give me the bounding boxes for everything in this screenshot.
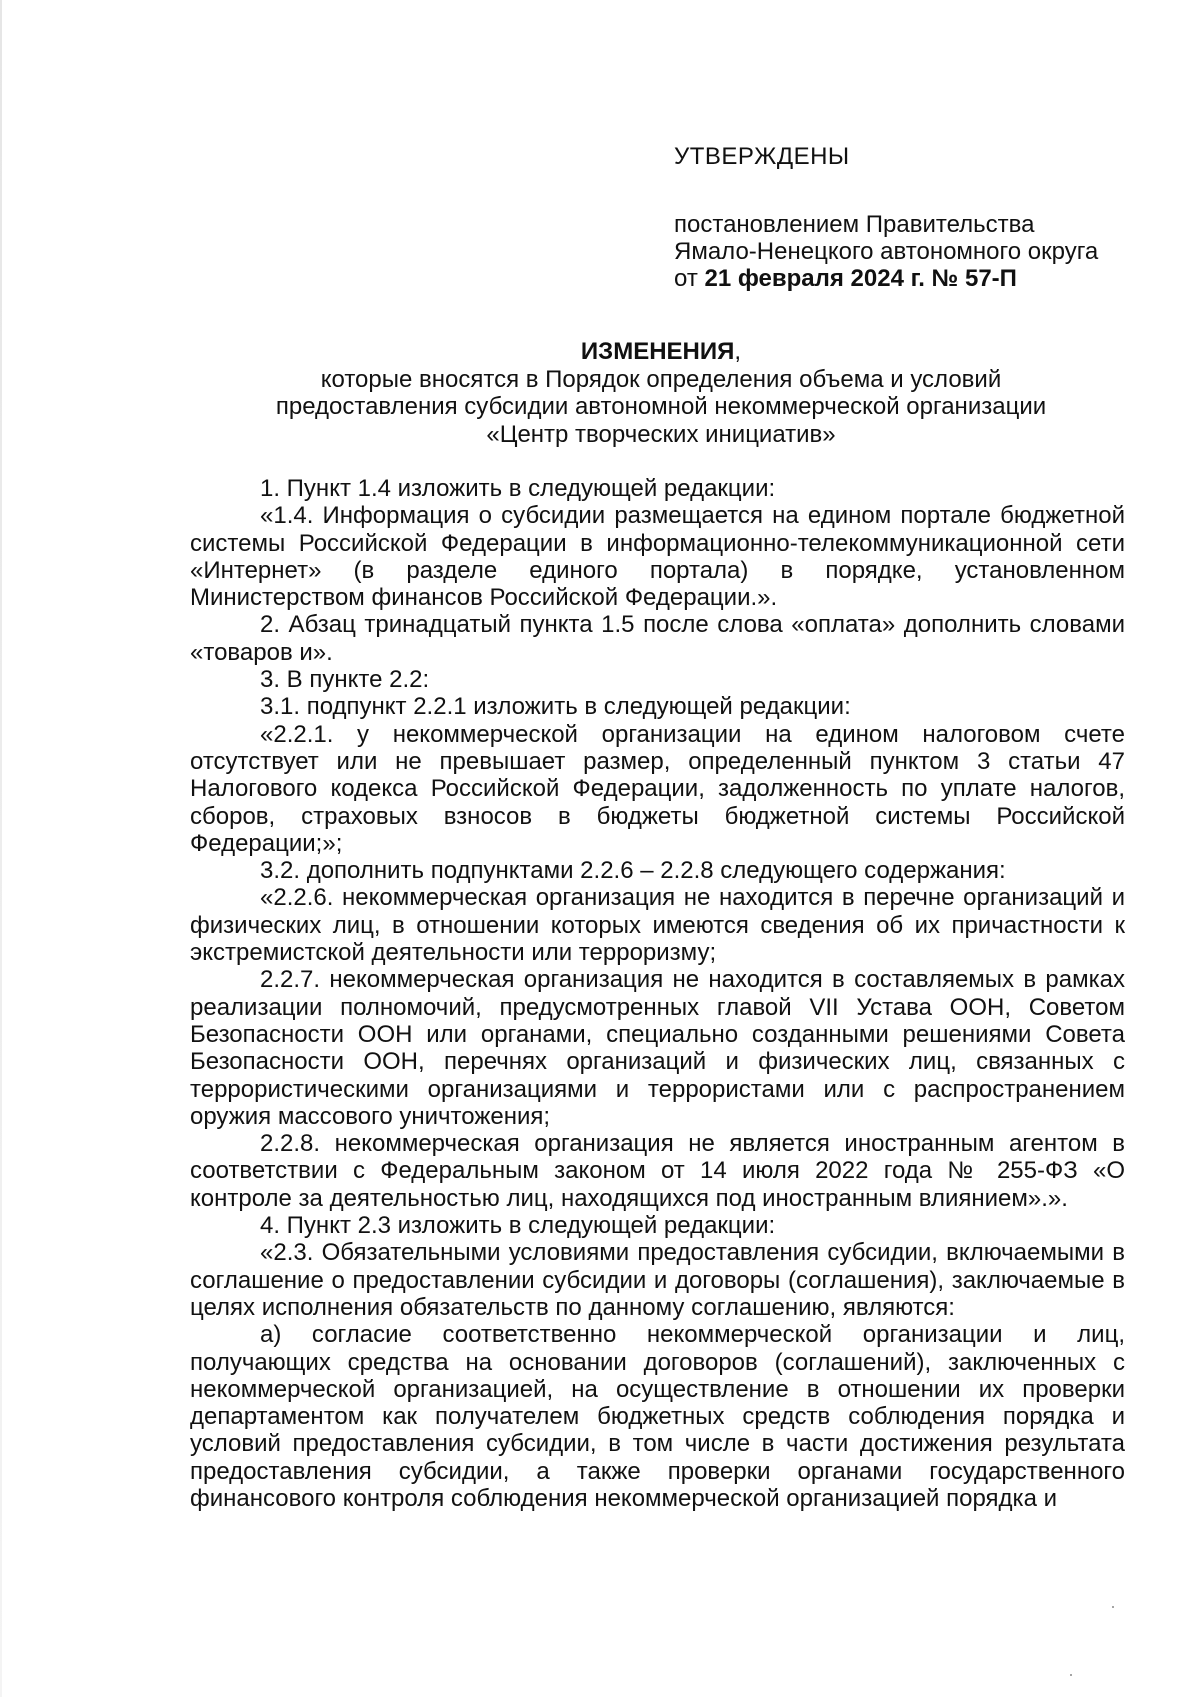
- heading-line-1: которые вносятся в Порядок определения объема и условий: [320, 365, 1002, 393]
- paragraph: 2.2.7. некоммерческая организация не находится в составляемых в рамках реализации полномочий, предусмотренных главой VII Устава ООН, Советом Безопасности ООН или органами, специально созданными решениями Совета Безопасности ООН, перечнях организаций и физических лиц, связанных с террористическими организациями и террористами или с распространением оружия массового уничтожения;: [190, 966, 1125, 1130]
- approval-line-2: Ямало-Ненецкого автономного округа: [674, 238, 1099, 265]
- paragraph: 3. В пункте 2.2:: [260, 666, 430, 694]
- paragraph: 4. Пункт 2.3 изложить в следующей редакции:: [260, 1212, 776, 1240]
- document-heading: [190, 338, 1132, 448]
- heading-title-line: [190, 338, 1132, 366]
- paragraph: 1. Пункт 1.4 изложить в следующей редакции:: [260, 475, 776, 502]
- approval-title: УТВЕРЖДЕНЫ: [674, 143, 850, 170]
- approval-block: [674, 143, 1144, 292]
- heading-line-3: «Центр творческих инициатив»: [486, 420, 836, 448]
- paragraph: «2.2.6. некоммерческая организация не находится в перечне организаций и физических лиц, в отношении которых имеются сведения об их причастности к экстремистской деятельности или терроризму;: [190, 884, 1125, 967]
- paragraph: а) согласие соответственно некоммерческой организации и лиц, получающих средства на основании договоров (соглашений), заключенных с некоммерческой организацией, на осуществление в отношении их проверки департаментом как получателем бюджетных средств соблюдения порядка и условий предоставления субсидии, в том числе в части достижения результата предоставления субсидии, а также проверки органами государственного финансового контроля соблюдения некоммерческой организацией порядка и: [190, 1321, 1125, 1512]
- scan-speck: [1070, 1674, 1072, 1676]
- heading-title-suffix: ,: [734, 338, 742, 365]
- paragraph: 2.2.8. некоммерческая организация не является иностранным агентом в соответствии с Федеральным законом от 14 июля 2022 года № 255-ФЗ «О контроле за деятельностью лиц, находящихся под иностранным влиянием».».: [190, 1130, 1125, 1212]
- scan-edge: [0, 0, 2, 1697]
- approval-date-prefix: от: [674, 265, 705, 292]
- paragraph: 2. Абзац тринадцатый пункта 1.5 после слова «оплата» дополнить словами «товаров и».: [190, 611, 1125, 666]
- paragraph: «2.3. Обязательными условиями предоставления субсидии, включаемыми в соглашение о предоставлении субсидии и договоры (соглашения), заключаемые в целях исполнения обязательств по данному соглашению, являются:: [190, 1239, 1125, 1321]
- document-body: [190, 475, 1125, 1512]
- paragraph: 3.1. подпункт 2.2.1 изложить в следующей редакции:: [260, 693, 851, 721]
- paragraph: «1.4. Информация о субсидии размещается на едином портале бюджетной системы Российской Федерации в информационно-телекоммуникационной сети «Интернет» (в разделе единого портала) в порядке, установленном Министерством финансов Российской Федерации.».: [190, 502, 1125, 612]
- paragraph: «2.2.1. у некоммерческой организации на едином налоговом счете отсутствует или не превышает размер, определенный пунктом 3 статьи 47 Налогового кодекса Российской Федерации, задолженность по уплате налогов, сборов, страховых взносов в бюджеты бюджетной системы Российской Федерации;»;: [190, 720, 1125, 857]
- approval-date-line: [674, 265, 1144, 292]
- heading-title: ИЗМЕНЕНИЯ: [580, 338, 735, 365]
- heading-line-2: предоставления субсидии автономной некоммерческой организации: [275, 393, 1047, 420]
- paragraph: 3.2. дополнить подпунктами 2.2.6 – 2.2.8 следующего содержания:: [260, 857, 1006, 885]
- scan-speck: [1112, 1606, 1114, 1608]
- approval-line-1: постановлением Правительства: [674, 211, 1035, 238]
- approval-date-number: 21 февраля 2024 г. № 57-П: [704, 265, 1017, 292]
